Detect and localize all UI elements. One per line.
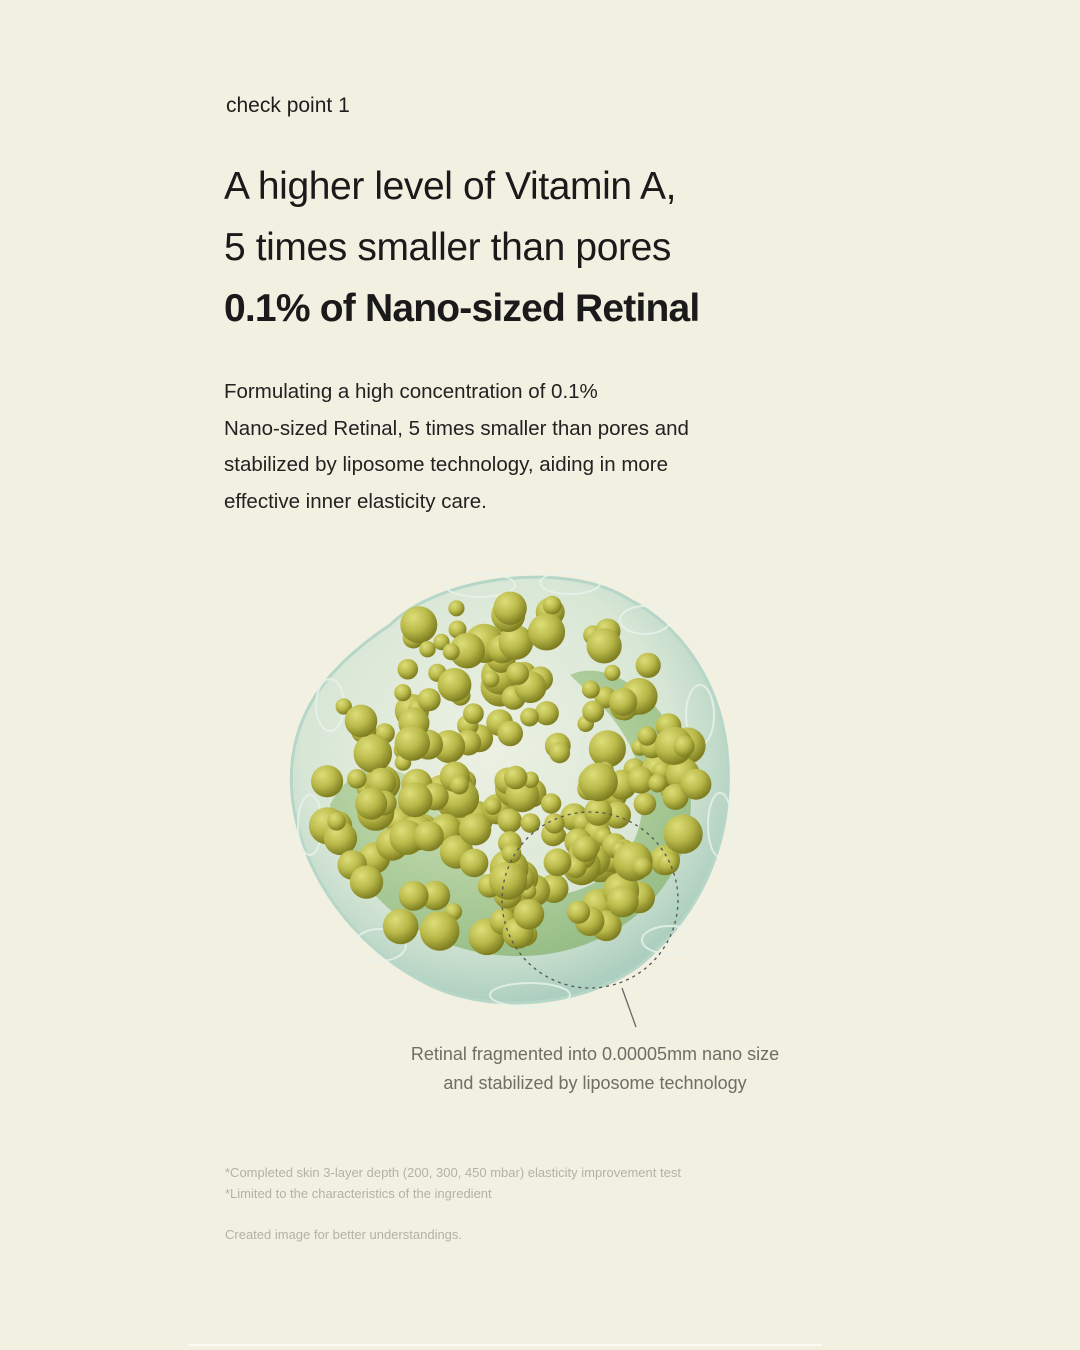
retinal-particle [354,734,393,773]
retinal-particle [483,671,500,688]
retinal-particle [589,730,626,767]
retinal-particle [634,793,657,816]
retinal-particle [607,885,639,917]
retinal-particle [327,812,346,831]
retinal-particle [418,688,441,711]
liposome-illustration [270,555,750,1035]
retinal-particle [637,726,656,745]
retinal-particle [463,703,484,724]
body-line-2: Nano-sized Retinal, 5 times smaller than pores and [224,416,689,440]
liposome-sphere-icon [270,555,750,1035]
retinal-particle [636,653,661,678]
retinal-particle [528,614,565,651]
body-line-1: Formulating a high concentration of 0.1% [224,380,598,403]
section-eyebrow: check point 1 [226,94,350,117]
retinal-particle [579,763,618,802]
bottom-divider [188,1344,822,1346]
retinal-particle [443,643,460,660]
retinal-particle [355,788,387,820]
retinal-particle [311,765,343,797]
retinal-particle [460,849,489,878]
retinal-particle [543,596,562,615]
footnote-1: *Completed skin 3-layer depth (200, 300, 450 mbar) elasticity improvement test [225,1165,681,1180]
retinal-particle [383,909,419,945]
retinal-particle [394,684,411,701]
retinal-particle [658,852,680,874]
retinal-particle [395,725,430,760]
retinal-particle [400,606,437,643]
retinal-particle [544,848,572,876]
retinal-particle [514,899,545,930]
retinal-particle [420,911,460,951]
retinal-particle [419,641,435,657]
retinal-particle [604,665,620,681]
footnote-2: *Limited to the characteristics of the ingredient [225,1186,492,1201]
retinal-particle [664,815,703,854]
retinal-particle [498,809,522,833]
retinal-particle [572,836,598,862]
retinal-particle [680,769,711,800]
illustration-caption [360,1040,830,1098]
retinal-particle [673,735,694,756]
retinal-particle [448,600,464,616]
retinal-particle [459,813,491,845]
retinal-particle [493,592,526,625]
retinal-particle [450,776,469,795]
retinal-particle [399,881,429,911]
retinal-particle [347,769,367,789]
retinal-particle [520,708,539,727]
retinal-particle [506,662,529,685]
retinal-particle [567,901,590,924]
retinal-particle [648,774,666,792]
retinal-particle [609,688,637,716]
retinal-particle [541,793,561,813]
headline-line-2: 5 times smaller than pores [224,226,671,269]
retinal-particle [484,798,501,815]
footnotes [225,1162,681,1204]
retinal-particle [414,821,444,851]
caption-line-1: Retinal fragmented into 0.00005mm nano size [410,1044,780,1064]
retinal-particle [549,742,570,763]
retinal-particle [398,659,419,680]
headline-line-1: A higher level of Vitamin A, [224,165,677,208]
retinal-particle [350,865,383,898]
caption-line-2: and stabilized by liposome technology [443,1073,747,1093]
retinal-particle [582,681,600,699]
body-line-4: effective inner elasticity care. [224,489,487,513]
body-copy [224,374,744,520]
headline-line-3: 0.1% of Nano-sized Retinal [224,287,700,330]
retinal-particle [535,701,559,725]
retinal-particle [398,782,433,817]
retinal-particle [345,705,378,738]
body-line-3: stabilized by liposome technology, aiding in more [224,453,669,476]
retinal-particle [632,857,652,877]
retinal-particle [587,628,622,663]
headline [224,156,699,339]
caption-pointer-line [622,988,636,1027]
retinal-particle [497,721,523,747]
retinal-particle [438,668,472,702]
retinal-particle [582,701,604,723]
retinal-particle [504,766,528,790]
image-disclaimer: Created image for better understandings. [225,1227,463,1242]
